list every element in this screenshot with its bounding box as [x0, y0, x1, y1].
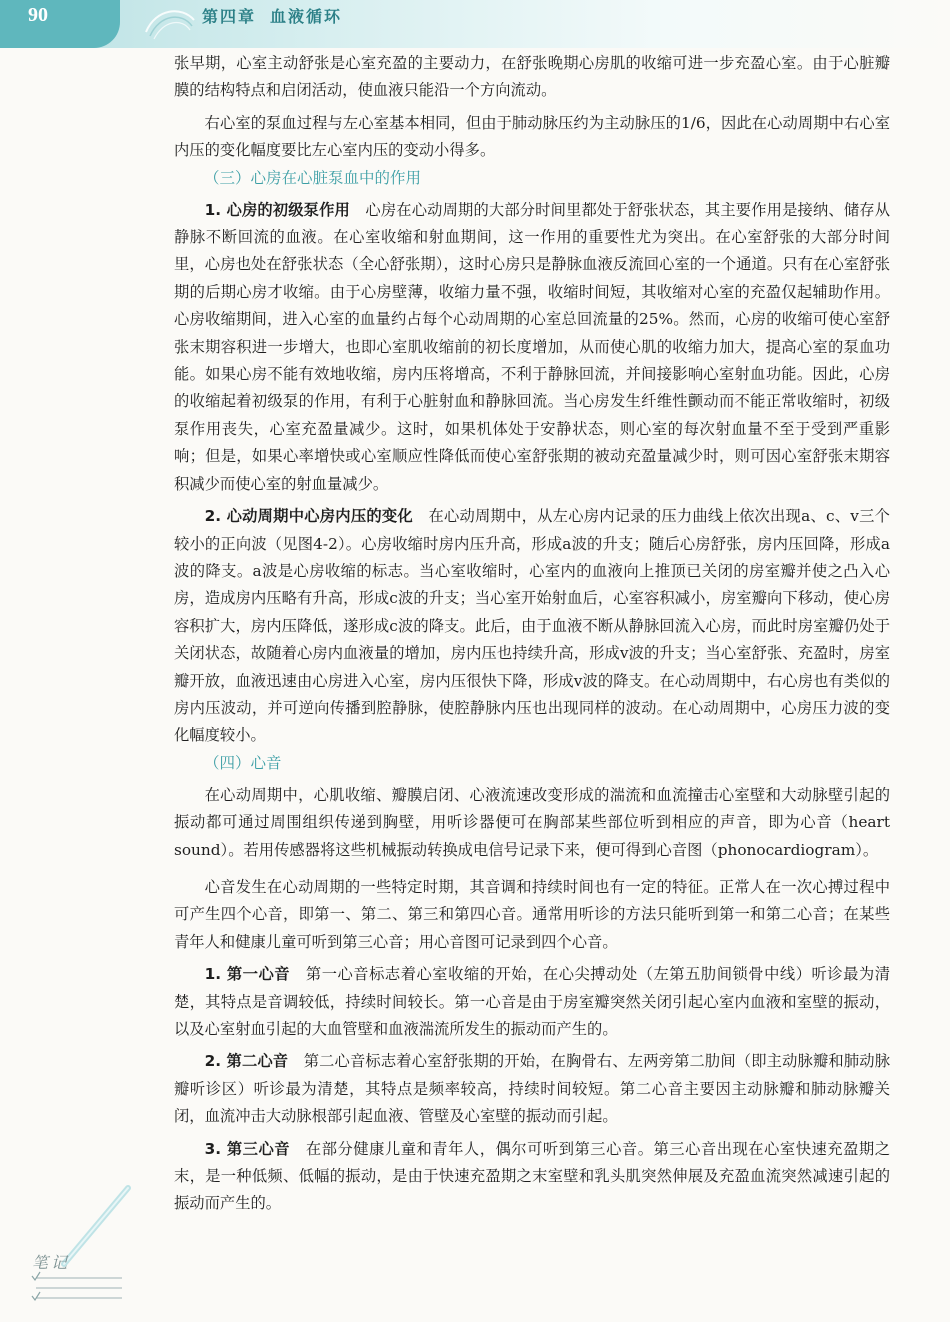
paragraph-heart-sound-intro: 在心动周期中，心肌收缩、瓣膜启闭、心液流速改变形成的湍流和血流撞击心室壁和大动脉壁引起的振动都可通过周围组织传递到胸壁，用听诊器便可在胸部某些部位听到相应的声音，即为心音（heart sound）。若用传感器将这些机械振动转换成电信号记录下来，便可得到心音图（phonocardiogram）。	[174, 785, 890, 859]
paragraph-text: 第二心音标志着心室舒张期的开始，在胸骨右、左两旁第二肋间（即主动脉瓣和肺动脉瓣听诊区）听诊最为清楚，其特点是频率较高，持续时间较短。第二心音主要因主动脉瓣和肺动脉瓣关闭，血流冲击大动脉根部引起血液、管壁及心室壁的振动而引起。	[174, 1052, 890, 1126]
paragraph-lead: 1. 第一心音	[204, 965, 291, 984]
paragraph-text: 在部分健康儿童和青年人，偶尔可听到第三心音。第三心音出现在心室快速充盈期之末，是一种低频、低幅的振动，是由于快速充盈期之末室壁和乳头肌突然伸展及充盈血流突然减速引起的振动而产生的。	[174, 1139, 890, 1213]
paragraph-lead: 1. 心房的初级泵作用	[204, 200, 350, 219]
swirl-ornament-icon	[142, 2, 198, 42]
paragraph-text: 心房在心动周期的大部分时间里都处于舒张状态，其主要作用是接纳、储存从静脉不断回流的血液。在心室收缩和射血期间，这一作用的重要性尤为突出。在心室舒张的大部分时间里，心房也处在舒张状态（全心舒张期），这时心房只是静脉血液反流回心室的一个通道。只有在心室舒张期的后期心房才收缩。由于心房壁薄，收缩力量不强，收缩时间短，其收缩对心室的充盈仅起辅助作用。心房收缩期间，进入心室的血量约占每个心动周期的心室总回流量的25%。然而，心房的收缩可使心室舒张末期容积进一步增大，也即心室肌收缩前的初长度增加，从而使心肌的收缩力加大，提高心室的泵血功能。如果心房不能有效地收缩，房内压将增高，不利于静脉回流，并间接影响心室射血功能。因此，心房的收缩起着初级泵的作用，有利于心脏射血和静脉回流。当心房发生纤维性颤动而不能正常收缩时，初级泵作用丧失，心室充盈量减少。这时，如果机体处于安静状态，则心室的每次射血量不至于受到严重影响；但是，如果心率增快或心室顺应性降低而使心室舒张期的被动充盈量减少时，则可因心室舒张末期容积减少而使心室的射血量减少。	[174, 200, 890, 493]
page-number-tab	[0, 0, 120, 48]
paragraph-second-heart-sound	[174, 1048, 890, 1130]
chapter-number: 第四章	[202, 7, 257, 26]
paragraph-right-ventricle: 右心室的泵血过程与左心室基本相同，但由于肺动脉压约为主动脉压的1/6，因此在心动周期中右心室内压的变化幅度要比左心室内压的变动小得多。	[174, 113, 890, 160]
paragraph-lead: 2. 心动周期中心房内压的变化	[204, 507, 413, 526]
notes-margin	[30, 1250, 140, 1310]
paragraph-continuation: 张早期，心室主动舒张是心室充盈的主要动力，在舒张晚期心房肌的收缩可进一步充盈心室。由于心脏瓣膜的结构特点和启闭活动，使血液只能沿一个方向流动。	[174, 54, 890, 100]
paragraph-atrial-primer-pump	[174, 197, 890, 498]
paragraph-lead: 2. 第二心音	[204, 1052, 289, 1071]
page-number: 90	[28, 4, 48, 26]
paragraph-text: 在心动周期中，从左心房内记录的压力曲线上依次出现a、c、v三个较小的正向波（见图4-2）。心房收缩时房内压升高，形成a波的升支；随后心房舒张，房内压回降，形成a波的降支。a波是心房收缩的标志。当心室收缩时，心室内的血液向上推顶已关闭的房室瓣并使之凸入心房，造成房内压略有升高，形成c波的升支；当心室开始射血后，心室容积减小，房室瓣向下移动，使心房容积扩大，房内压降低，遂形成c波的降支。此后，由于血液不断从静脉回流入心房，而此时房室瓣仍处于关闭状态，故随着心房内血液量的增加，房内压也持续升高，形成v波的升支；当心室舒张、充盈时，房室瓣开放，血液迅速由心房进入心室，房内压很快下降，形成v波的降支。在心动周期中，右心房也有类似的房内压波动，并可逆向传播到腔静脉，使腔静脉内压也出现同样的波动。在心动周期中，心房压力波的变化幅度较小。	[174, 507, 890, 745]
section-heading-heart-sounds: （四）心音	[204, 753, 282, 772]
paragraph-lead: 3. 第三心音	[204, 1139, 291, 1158]
paragraph-first-heart-sound	[174, 961, 890, 1043]
paragraph-text: 第一心音标志着心室收缩的开始，在心尖搏动处（左第五肋间锁骨中线）听诊最为清楚，其特点是音调较低，持续时间较长。第一心音是由于房室瓣突然关闭引起心室内血液和室壁的振动，以及心室射血引起的大血管壁和血液湍流所发生的振动而产生的。	[174, 965, 890, 1038]
note-lines-icon	[30, 1270, 130, 1310]
chapter-title: 血液循环	[270, 7, 343, 26]
section-heading-atrium: （三）心房在心脏泵血中的作用	[204, 168, 422, 187]
paragraph-heart-sound-timing: 心音发生在心动周期的一些特定时期，其音调和持续时间也有一定的特征。正常人在一次心搏过程中可产生四个心音，即第一、第二、第三和第四心音。通常用听诊的方法只能听到第一和第二心音；在某些青年人和健康儿童可听到第三心音；用心音图可记录到四个心音。	[174, 877, 890, 951]
chapter-header	[202, 4, 356, 27]
paragraph-third-heart-sound	[174, 1136, 890, 1218]
page-body	[174, 50, 890, 1218]
notes-label: 笔记	[32, 1253, 71, 1272]
paragraph-atrial-pressure	[174, 503, 890, 750]
